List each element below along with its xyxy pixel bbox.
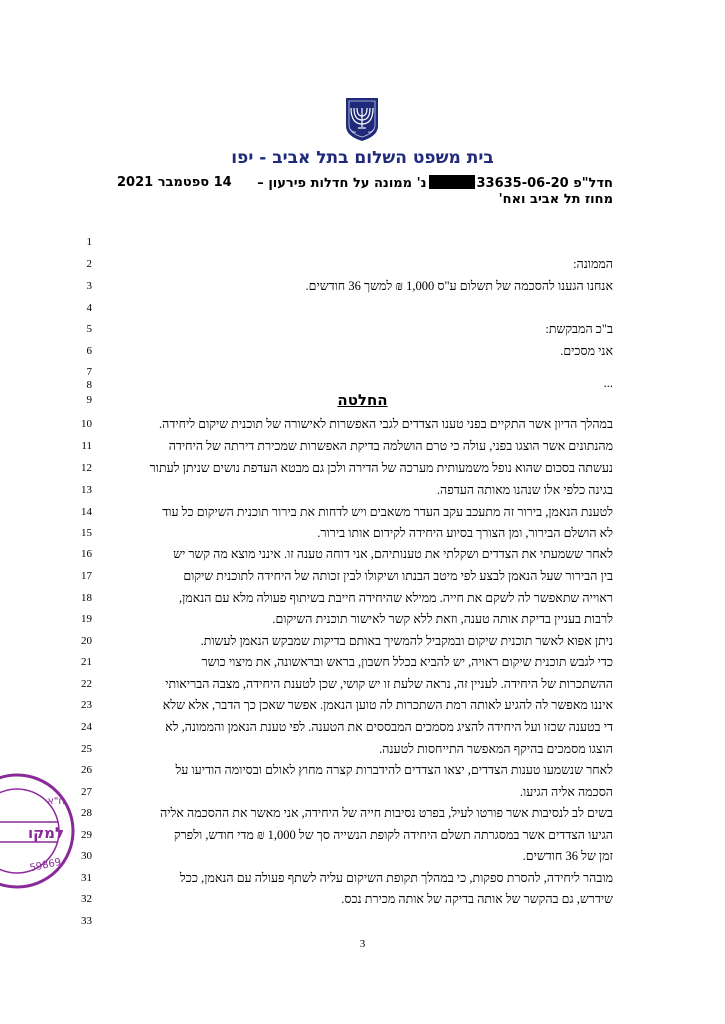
body-line: אנחנו הגענו להסכמה של תשלום ע"ס 1,000 ₪ למשך 36 חודשים. [305, 279, 613, 293]
body-line: לא הושלם הבירור, ומן הצורך בסיוע היחידה לקידום אותו בירור. [317, 526, 613, 540]
line-number: 3 [86, 280, 92, 292]
body-line: ניתן אפוא לאשר תוכנית שיקום ובמקביל להמשיך באותם בדיקות שמבקש הנאמן לעשות. [200, 634, 613, 648]
court-name-title: בית משפט השלום בתל אביב - יפו [231, 148, 494, 168]
case-number: חדל"פ 33635-06-20 [476, 176, 613, 191]
line-number: 33 [81, 915, 92, 927]
body-line: ההשתכרות של היחידה. לעניין זה, נראה שלעת זו יש קושי, שכן לטענת היחידה, מצבה הבריאותי [165, 677, 613, 691]
line-number: 23 [81, 699, 92, 711]
line-number: 7 [86, 366, 92, 378]
stamp-bottom-text: 59869 [28, 856, 63, 875]
body-line: ראוייה שתאפשר לה לשקם את חייה. ממילא שהיחידה חייבת בשיתוף פעולה מלא עם הנאמן, [179, 591, 613, 605]
page-number: 3 [359, 938, 366, 950]
line-number: 21 [81, 656, 92, 668]
line-number: 12 [81, 462, 92, 474]
stamp-top-text: ח"א [47, 796, 65, 807]
line-number: 11 [81, 440, 92, 452]
body-line: בין הבירור שעל הנאמן לבצע לפי מיטב הבנתו ושיקולו לבין זכותה של היחידה לתוכנית שיקום [183, 569, 613, 583]
menorah-emblem-icon [343, 96, 381, 142]
body-line: איננו מאפשר לה להגיע לאותה רמת השתכרות לה טוען הנאמן. אפשר שאכן כך הדבר, אלא שלא [162, 698, 613, 712]
hearing-date: 14 ספטמבר 2021 [117, 175, 232, 190]
line-number: 28 [81, 807, 92, 819]
line-number: 8 [86, 379, 92, 391]
body-line: אני מסכים. [560, 344, 613, 358]
line-number: 20 [81, 635, 92, 647]
body-line: הסכמה אליה הגיעו. [519, 785, 613, 799]
line-number: 6 [86, 345, 92, 357]
body-line: נעשתה בסכום שהוא נופל משמעותית מערכה של הדירה ולכן גם מבטא העדפת נושים שניתן לעתור [149, 461, 613, 475]
body-line: בשים לב לנסיבות אשר פורטו לעיל, בפרט נסיבות חייה של היחידה, אני מאשר את ההסכמה אליה [160, 806, 613, 820]
body-line: לטענת הנאמן, בירור זה מתעכב עקב העדר משאבים ויש לדחות את בירור תוכנית השיקום כל עוד [162, 505, 613, 519]
line-number: 9 [86, 394, 92, 406]
redaction-block [429, 175, 475, 189]
line-number: 32 [81, 893, 92, 905]
case-parties: נ' ממונה על חדלות פירעון – [257, 176, 427, 191]
body-line: הוצגו מסמכים בהיקף המאפשר התייחסות לטענה. [379, 742, 613, 756]
line-number: 26 [81, 764, 92, 776]
line-number: 24 [81, 721, 92, 733]
body-line: מהנתונים אשר הוצגו בפני, עולה כי טרם הושלמה בדיקת האפשרות שמכירת דירתה של היחידה [168, 439, 613, 453]
line-number: 19 [81, 613, 92, 625]
speaker-counsel-label: ב"כ המבקשת: [545, 322, 613, 336]
line-number: 4 [86, 302, 92, 314]
ellipsis: ... [603, 376, 613, 390]
line-number: 17 [81, 570, 92, 582]
body-line: לרבות בעניין בדיקת אותה טענה, וזאת ללא קשר לאישור תוכנית השיקום. [272, 612, 613, 626]
line-number: 27 [81, 786, 92, 798]
body-line: לאחר ששמעתי את הצדדים ושקלתי את טענותיהם, אני דוחה טענה זו. אינני מוצא מה קשר יש [173, 547, 613, 561]
body-line: הגיעו הצדדים אשר במסגרתה תשלם היחידה לקופת הנשייה סך של 1,000 ₪ מדי חודש, ולפרק [173, 828, 613, 842]
body-line: די בטענה שכזו ועל היחידה להציג מסמכים המבססים את הטענה. לפי טענת הנאמן והממונה, לא [165, 720, 613, 734]
body-line: מובהר ליחידה, להסרת ספקות, כי במהלך תקופת השיקום עליה לשתף פעולה עם הנאמן, ככל [179, 871, 613, 885]
line-number: 13 [81, 484, 92, 496]
line-number: 30 [81, 850, 92, 862]
body-line: בגינה כלפי אלו שנהנו מאותה העדפה. [436, 483, 613, 497]
stamp-mid-text: למקו [27, 824, 65, 842]
court-stamp-icon [0, 772, 76, 890]
body-line: לאחר שנשמעו טענות הצדדים, יצאו הצדדים להידברות קצרה מחוץ לאולם ובסיומה הודיעו על [175, 763, 613, 777]
line-number: 10 [81, 418, 92, 430]
line-number: 16 [81, 548, 92, 560]
case-parties-line2: מחוז תל אביב ואח' [498, 192, 613, 207]
line-number: 5 [86, 323, 92, 335]
line-number: 22 [81, 678, 92, 690]
line-number: 29 [81, 829, 92, 841]
decision-heading: החלטה [337, 391, 388, 409]
line-number: 18 [81, 592, 92, 604]
line-number: 1 [86, 236, 92, 248]
line-number: 15 [81, 527, 92, 539]
line-number: 25 [81, 743, 92, 755]
case-number-line [257, 175, 613, 191]
line-number: 31 [81, 872, 92, 884]
body-line: זמן של 36 חודשים. [522, 849, 613, 863]
body-line: שידרש, גם בהקשר של אותה בדיקה של אותה מכירת נכס. [341, 892, 613, 906]
body-line: במהלך הדיון אשר התקיים בפני טענו הצדדים לגבי האפשרות לאישורה של תוכנית שיקום ליחידה. [159, 417, 613, 431]
speaker-trustee-label: הממונה: [573, 257, 613, 271]
line-number: 2 [86, 258, 92, 270]
line-number: 14 [81, 506, 92, 518]
body-line: כדי לגבש תוכנית שיקום ראויה, יש להביא בכלל חשבון, בראש ובראשונה, את מיצוי כושר [201, 655, 613, 669]
